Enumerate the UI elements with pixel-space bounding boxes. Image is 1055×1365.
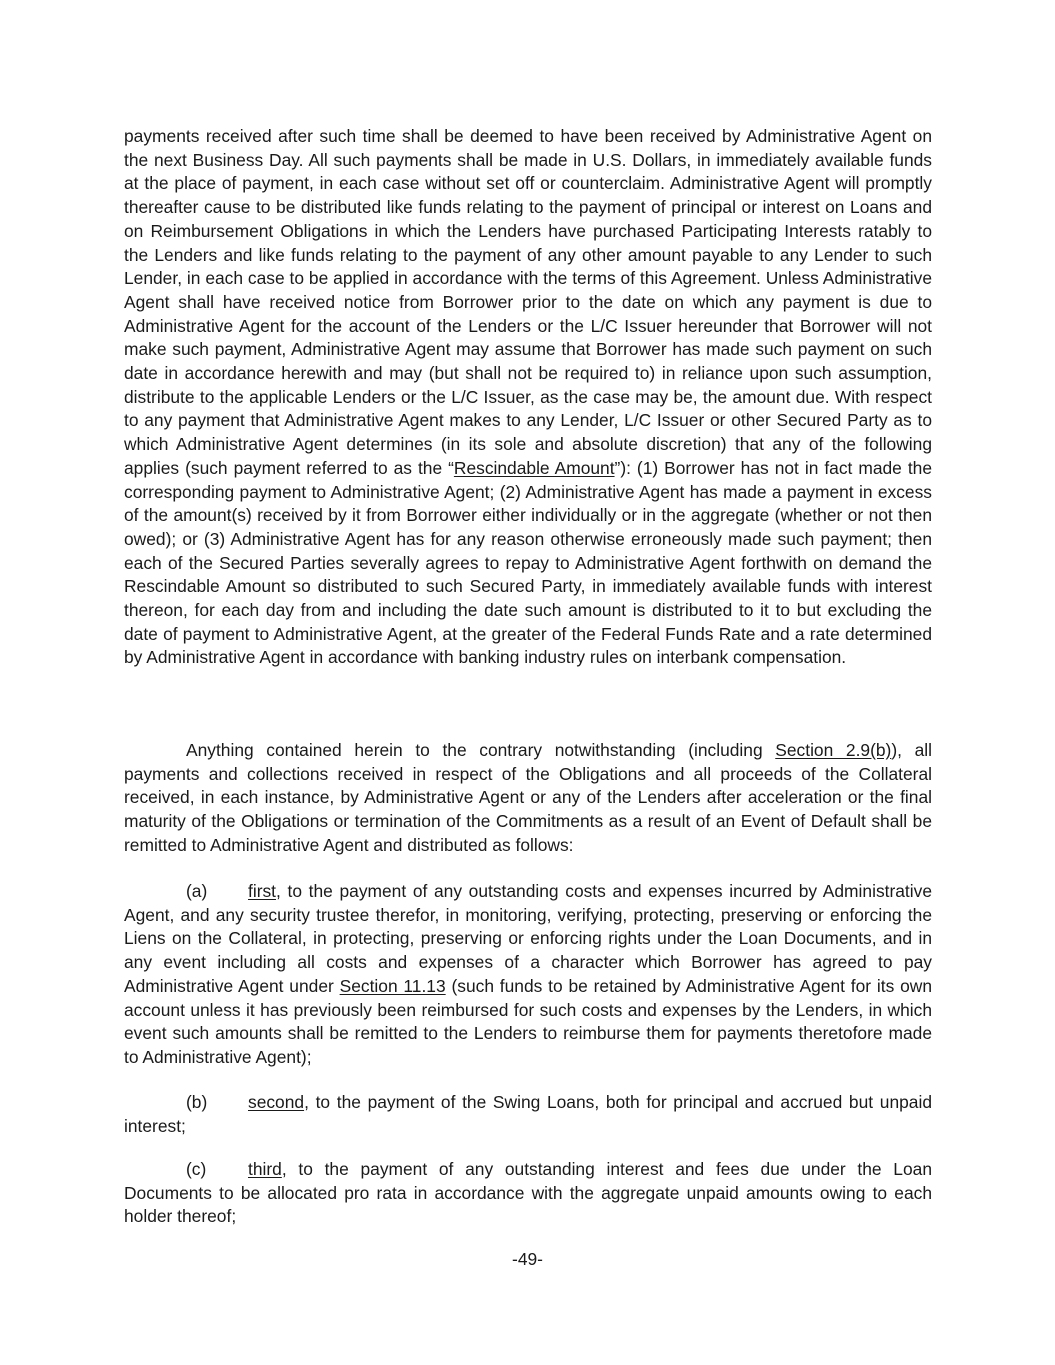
- paragraph-text: payments received after such time shall be deemed to have been received by Administrative Agent on the next Business Day. All such payments shall be made in U.S. Dollars, in immediately available funds at the place of payment, in each case without set off or counterclaim. Administrative Agent will promptly thereafter cause to be distributed like funds relating to the payment of principal or interest on Loans and on Reimbursement Obligations in which the Lenders have purchased Participating Interests ratably to the Lenders and like funds relating to the payment of any other amount payable to any Lender to such Lender, in each case to be applied in accordance with the terms of this Agreement. Unless Administrative Agent shall have received notice from Borrower prior to the date on which any payment is due to Administrative Agent for the account of the Lenders or the L/C Issuer hereunder that Borrower will not make such payment, Administrative Agent may assume that Borrower has made such payment on such date in accordance herewith and may (but shall not be required to) in reliance upon such assumption, distribute to the applicable Lenders or the L/C Issuer, as the case may be, the amount due. With respect to any payment that Administrative Agent makes to any Lender, L/C Issuer or other Secured Party as to which Administrative Agent determines (in its sole and absolute discretion) that any of the following applies (such payment referred to as the “: [124, 126, 932, 478]
- paragraph-text: (such funds to be retained by Administrative Agent for its own account unless it has previously been reimbursed for such costs and expenses by the Lenders, in which event such amounts shall be remitted to the Lenders to reimburse them for payments theretofore made to Administrative Agent);: [124, 975, 932, 1067]
- section-reference: Section 2.9(b): [775, 740, 892, 760]
- section-reference: Section 11.13: [339, 975, 446, 996]
- list-item-a: [124, 880, 932, 1070]
- list-item-label: (c): [186, 1159, 207, 1179]
- list-item-label: (a): [186, 881, 208, 901]
- list-item-keyword: second: [248, 1092, 305, 1112]
- paragraph-text: Anything contained herein to the contrary notwithstanding (including: [186, 740, 776, 760]
- list-item-b: [124, 1091, 932, 1138]
- list-item-keyword: first: [248, 881, 277, 901]
- page-number: -49-: [512, 1249, 543, 1269]
- paragraph-text: , to the payment of the Swing Loans, both for principal and accrued but unpaid interest;: [124, 1092, 932, 1136]
- paragraph-text: , to the payment of any outstanding costs and expenses incurred by Administrative Agent, and any security trustee therefor, in monitoring, verifying, protecting, preserving or enforcing the Liens on the Collateral, in protecting, preserving or enforcing rights under the Loan Documents, and in any event including all costs and expenses of a character which Borrower has agreed to pay Administrative Agent under: [124, 881, 932, 996]
- list-item-keyword: third: [248, 1159, 282, 1179]
- list-item-label: (b): [186, 1092, 208, 1112]
- paragraph-distribution-intro: [124, 739, 932, 858]
- list-item-c: [124, 1158, 932, 1229]
- paragraph-text: , to the payment of any outstanding interest and fees due under the Loan Documents to be allocated pro rata in accordance with the aggregate unpaid amounts owing to each holder thereof;: [124, 1159, 932, 1227]
- paragraph-payments-received: [124, 125, 932, 670]
- paragraph-text: ”): (1) Borrower has not in fact made the corresponding payment to Administrative Agent; (2) Administrative Agent has made a payment in excess of the amount(s) received by it from Borrower either individually or in the aggregate (whether or not then owed); or (3) Administrative Agent has for any reason otherwise erroneously made such payment; then each of the Secured Parties severally agrees to repay to Administrative Agent forthwith on demand the Rescindable Amount so distributed to such Secured Party, in immediately available funds with interest thereon, for each day from and including the date such amount is distributed to it to but excluding the date of payment to Administrative Agent, at the greater of the Federal Funds Rate and a rate determined by Administrative Agent in accordance with banking industry rules on interbank compensation.: [124, 457, 933, 668]
- defined-term-rescindable-amount: Rescindable Amount: [453, 457, 615, 478]
- paragraph-text: ), all payments and collections received in respect of the Obligations and all proceeds of the Collateral received, in each instance, by Administrative Agent or any of the Lenders after acceleration or the final maturity of the Obligations or termination of the Commitments as a result of an Event of Default shall be remitted to Administrative Agent and distributed as follows:: [124, 740, 932, 855]
